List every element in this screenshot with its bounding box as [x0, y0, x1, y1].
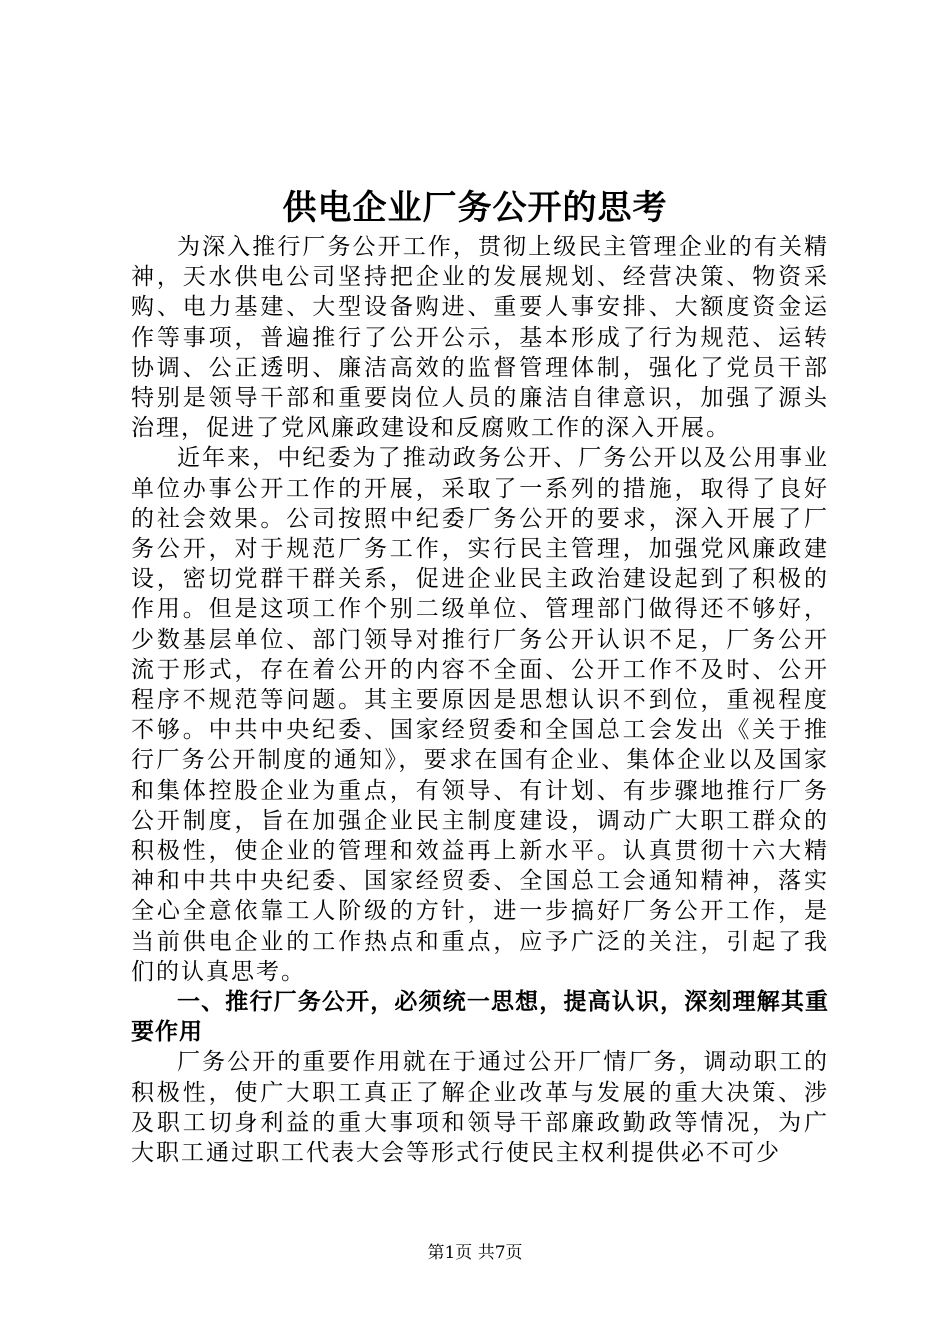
section-heading: 一、推行厂务公开，必须统一思想，提高认识，深刻理解其重要作用 [131, 989, 829, 1046]
paragraph: 为深入推行厂务公开工作，贯彻上级民主管理企业的有关精神，天水供电公司坚持把企业的发展规划、经营决策、物资采购、电力基建、大型设备购进、重要人事安排、大额度资金运作等事项，普遍推行了公开公示，基本形成了行为规范、运转协调、公正透明、廉洁高效的监督管理体制，强化了党员干部特别是领导干部和重要岗位人员的廉洁自律意识，加强了源头治理，促进了党风廉政建设和反腐败工作的深入开展。 [131, 234, 829, 442]
page-footer: 第1页 共7页 [427, 1243, 523, 1263]
document-title: 供电企业厂务公开的思考 [282, 188, 668, 228]
paragraph: 厂务公开的重要作用就在于通过公开厂情厂务，调动职工的积极性，使广大职工真正了解企业改革与发展的重大决策、涉及职工切身利益的重大事项和领导干部廉政勤政等情况，为广大职工通过职工代表大会等形式行使民主权利提供必不可少 [131, 1049, 829, 1167]
paragraph: 近年来，中纪委为了推动政务公开、厂务公开以及公用事业单位办事公开工作的开展，采取了一系列的措施，取得了良好的社会效果。公司按照中纪委厂务公开的要求，深入开展了厂务公开，对于规范厂务工作，实行民主管理，加强党风廉政建设，密切党群干群关系，促进企业民主政治建设起到了积极的作用。但是这项工作个别二级单位、管理部门做得还不够好，少数基层单位、部门领导对推行厂务公开认识不足，厂务公开流于形式，存在着公开的内容不全面、公开工作不及时、公开程序不规范等问题。其主要原因是思想认识不到位，重视程度不够。中共中央纪委、国家经贸委和全国总工会发出《关于推行厂务公开制度的通知》，要求在国有企业、集体企业以及国家和集体控股企业为重点，有领导、有计划、有步骤地推行厂务公开制度，旨在加强企业民主制度建设，调动广大职工群众的积极性，使企业的管理和效益再上新水平。认真贯彻十六大精神和中共中央纪委、国家经贸委、全国总工会通知精神，落实全心全意依靠工人阶级的方针，进一步搞好厂务公开工作，是当前供电企业的工作热点和重点，应予广泛的关注，引起了我们的认真思考。 [131, 445, 829, 985]
document-body [131, 232, 829, 1168]
